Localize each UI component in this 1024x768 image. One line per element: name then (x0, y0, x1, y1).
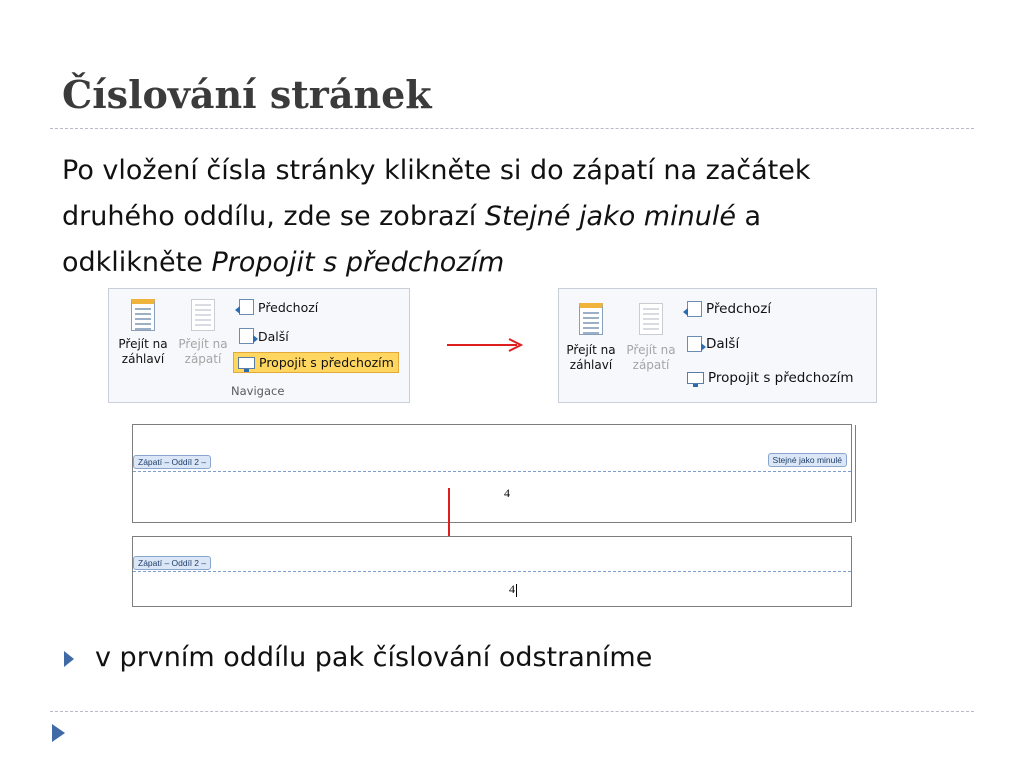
previous-section-icon (239, 299, 254, 315)
intro-line-3-text: odklikněte (62, 247, 212, 278)
next-section-icon (239, 328, 254, 344)
goto-header-button-after[interactable] (561, 299, 621, 373)
intro-line-2 (62, 194, 982, 240)
link-previous-icon-after (687, 372, 704, 384)
next-section-icon-after (687, 336, 702, 352)
previous-section-icon-after (687, 301, 702, 317)
intro-line-2-end: a (735, 201, 762, 232)
slide-marker-icon (51, 723, 67, 743)
footer-section-tag: Zápatí – Oddíl 2 – (133, 455, 211, 469)
footer-section-tag-after: Zápatí – Oddíl 2 – (133, 556, 211, 570)
next-label: Další (258, 328, 289, 344)
bullet-text: v prvním oddílu pak číslování odstraníme (95, 642, 653, 673)
bullet-arrow-icon (62, 649, 76, 669)
link-to-previous-button-after[interactable] (687, 370, 854, 386)
goto-header-label-1: Přejít na (118, 337, 168, 351)
page-number-after-value: 4 (509, 582, 515, 596)
next-label-after: Další (706, 336, 740, 352)
ribbon-navigation-before (108, 288, 410, 403)
goto-footer-label-2: zápatí (184, 352, 222, 366)
group-label-navigation: Navigace (231, 384, 285, 398)
footer-boundary-line (133, 471, 851, 472)
next-button-after[interactable] (687, 336, 739, 352)
intro-paragraph (62, 148, 982, 286)
goto-footer-button[interactable] (173, 295, 233, 367)
header-page-icon-after (579, 303, 603, 335)
goto-header-label-1-after: Přejít na (566, 343, 616, 357)
page-number-after (509, 582, 517, 597)
goto-header-label-2-after: záhlaví (569, 358, 613, 372)
same-as-previous-tag: Stejné jako minulé (768, 453, 847, 467)
link-previous-label: Propojit s předchozím (259, 355, 394, 370)
bottom-divider (50, 711, 974, 712)
slide-title: Číslování stránek (62, 72, 432, 117)
footer-section-before[interactable] (132, 424, 852, 523)
previous-button-after[interactable] (687, 301, 771, 317)
intro-line-2-text: druhého oddílu, zde se zobrazí (62, 201, 485, 232)
link-previous-label-after: Propojit s předchozím (708, 370, 854, 386)
previous-label-after: Předchozí (706, 301, 772, 317)
goto-footer-label-1-after: Přejít na (626, 343, 676, 357)
right-arrow-icon (445, 336, 527, 354)
footer-section-after[interactable] (132, 536, 852, 607)
text-cursor (516, 584, 517, 597)
title-divider (50, 128, 974, 129)
footer-boundary-line-after (133, 571, 851, 572)
link-previous-emphasis: Propojit s předchozím (211, 247, 505, 278)
ribbon-navigation-after (558, 288, 877, 403)
footer-page-edge (851, 425, 856, 522)
next-button[interactable] (239, 328, 289, 344)
link-previous-icon (238, 357, 255, 369)
footer-page-icon (191, 299, 215, 331)
intro-line-3 (62, 240, 982, 286)
link-to-previous-button[interactable] (233, 352, 399, 373)
page-number: 4 (504, 486, 510, 500)
goto-footer-button-after[interactable] (621, 299, 681, 373)
goto-footer-label-1: Přejít na (178, 337, 228, 351)
intro-line-1: Po vložení čísla stránky klikněte si do zápatí na začátek (62, 155, 811, 186)
same-as-previous-emphasis: Stejné jako minulé (484, 201, 736, 232)
header-page-icon (131, 299, 155, 331)
previous-label: Předchozí (258, 299, 319, 315)
goto-header-label-2: záhlaví (121, 352, 165, 366)
goto-footer-label-2-after: zápatí (632, 358, 670, 372)
goto-header-button[interactable] (113, 295, 173, 367)
footer-page-icon-after (639, 303, 663, 335)
previous-button[interactable] (239, 299, 318, 315)
